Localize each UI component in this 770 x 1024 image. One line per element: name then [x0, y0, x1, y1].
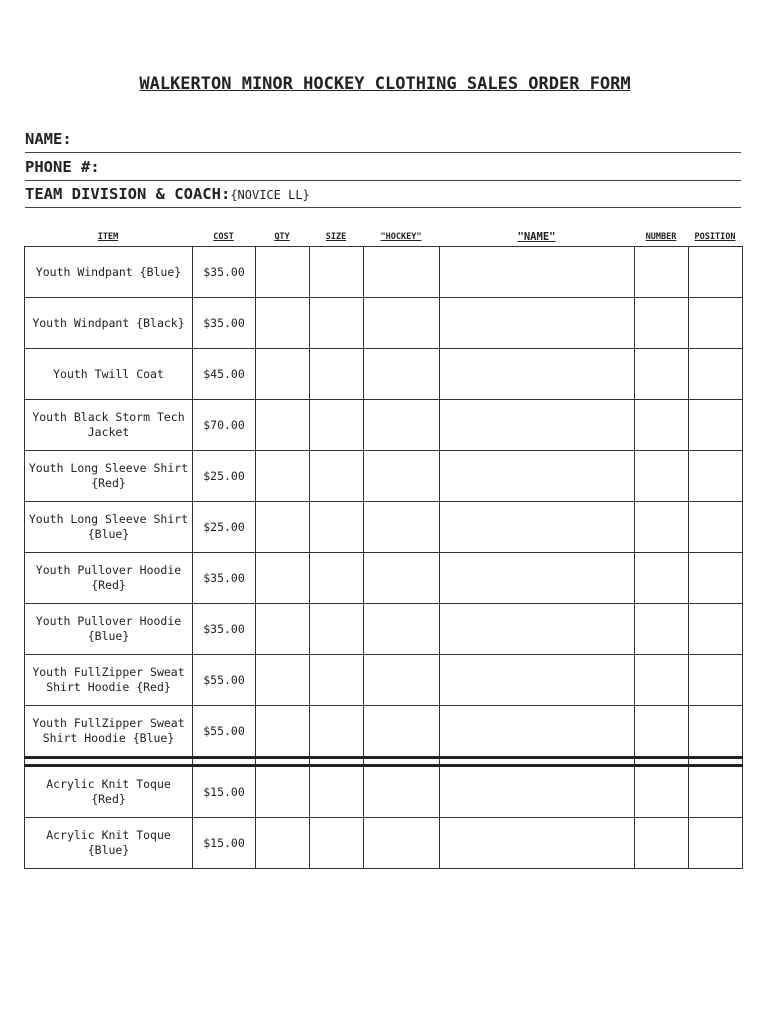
qty-input-cell[interactable]: [256, 502, 310, 553]
hockey-input-cell[interactable]: [364, 604, 440, 655]
qty-input-cell[interactable]: [256, 553, 310, 604]
item-cell: Youth Black Storm Tech Jacket: [25, 400, 193, 451]
cost-cell: $35.00: [193, 298, 256, 349]
name-input-cell[interactable]: [440, 655, 635, 706]
name-input-cell[interactable]: [440, 604, 635, 655]
name-input-cell[interactable]: [440, 818, 635, 869]
cost-cell: $35.00: [193, 553, 256, 604]
size-input-cell[interactable]: [310, 451, 364, 502]
position-input-cell[interactable]: [689, 247, 743, 298]
table-row: [25, 298, 743, 349]
number-input-cell[interactable]: [635, 553, 689, 604]
qty-input-cell[interactable]: [256, 655, 310, 706]
table-row: [25, 502, 743, 553]
cost-cell: $55.00: [193, 706, 256, 758]
position-input-cell[interactable]: [689, 502, 743, 553]
name-input-cell[interactable]: [440, 400, 635, 451]
hockey-input-cell[interactable]: [364, 706, 440, 758]
size-input-cell[interactable]: [310, 349, 364, 400]
name-input-cell[interactable]: [440, 247, 635, 298]
hockey-input-cell[interactable]: [364, 818, 440, 869]
table-row: [25, 247, 743, 298]
number-input-cell[interactable]: [635, 706, 689, 758]
divider-cell: [689, 758, 743, 766]
table-row: [25, 400, 743, 451]
size-input-cell[interactable]: [310, 553, 364, 604]
form-title: WALKERTON MINOR HOCKEY CLOTHING SALES ORDER FORM: [139, 74, 631, 94]
cost-cell: $25.00: [193, 502, 256, 553]
hockey-input-cell[interactable]: [364, 349, 440, 400]
size-input-cell[interactable]: [310, 604, 364, 655]
size-input-cell[interactable]: [310, 502, 364, 553]
size-input-cell[interactable]: [310, 766, 364, 818]
cost-cell: $25.00: [193, 451, 256, 502]
phone-label: PHONE #:: [25, 158, 100, 176]
number-input-cell[interactable]: [635, 604, 689, 655]
position-input-cell[interactable]: [689, 604, 743, 655]
size-input-cell[interactable]: [310, 247, 364, 298]
position-input-cell[interactable]: [689, 706, 743, 758]
name-field[interactable]: [25, 126, 741, 153]
size-input-cell[interactable]: [310, 400, 364, 451]
column-header-number: NUMBER: [645, 232, 677, 242]
qty-input-cell[interactable]: [256, 451, 310, 502]
hockey-input-cell[interactable]: [364, 247, 440, 298]
size-input-cell[interactable]: [310, 818, 364, 869]
order-table: [24, 246, 743, 869]
divider-cell: [635, 758, 689, 766]
table-row: [25, 818, 743, 869]
item-cell: Youth Pullover Hoodie {Red}: [25, 553, 193, 604]
column-header-name: "NAME": [517, 231, 556, 243]
name-input-cell[interactable]: [440, 349, 635, 400]
name-input-cell[interactable]: [440, 766, 635, 818]
position-input-cell[interactable]: [689, 766, 743, 818]
cost-cell: $70.00: [193, 400, 256, 451]
name-input-cell[interactable]: [440, 298, 635, 349]
cost-cell: $55.00: [193, 655, 256, 706]
column-header-position: POSITION: [694, 232, 736, 242]
number-input-cell[interactable]: [635, 247, 689, 298]
item-cell: Youth FullZipper Sweat Shirt Hoodie {Red}: [25, 655, 193, 706]
table-row: [25, 706, 743, 758]
hockey-input-cell[interactable]: [364, 451, 440, 502]
name-input-cell[interactable]: [440, 502, 635, 553]
divider-cell: [440, 758, 635, 766]
cost-cell: $35.00: [193, 247, 256, 298]
qty-input-cell[interactable]: [256, 818, 310, 869]
qty-input-cell[interactable]: [256, 766, 310, 818]
number-input-cell[interactable]: [635, 349, 689, 400]
column-header-hockey: "HOCKEY": [380, 232, 422, 242]
table-row: [25, 604, 743, 655]
qty-input-cell[interactable]: [256, 604, 310, 655]
position-input-cell[interactable]: [689, 400, 743, 451]
item-cell: Acrylic Knit Toque {Red}: [25, 766, 193, 818]
size-input-cell[interactable]: [310, 655, 364, 706]
item-cell: Youth Pullover Hoodie {Blue}: [25, 604, 193, 655]
team-division-coach-label: TEAM DIVISION & COACH:: [25, 185, 231, 203]
divider-cell: [193, 758, 256, 766]
item-cell: Youth Long Sleeve Shirt {Blue}: [25, 502, 193, 553]
size-input-cell[interactable]: [310, 706, 364, 758]
team-division-coach-field[interactable]: [25, 181, 741, 208]
qty-input-cell[interactable]: [256, 247, 310, 298]
position-input-cell[interactable]: [689, 818, 743, 869]
divider-cell: [25, 758, 193, 766]
hockey-input-cell[interactable]: [364, 298, 440, 349]
column-header-cost: COST: [213, 232, 234, 242]
hockey-input-cell[interactable]: [364, 655, 440, 706]
number-input-cell[interactable]: [635, 818, 689, 869]
name-label: NAME:: [25, 130, 72, 148]
column-header-qty: QTY: [274, 232, 290, 242]
position-input-cell[interactable]: [689, 655, 743, 706]
item-cell: Acrylic Knit Toque {Blue}: [25, 818, 193, 869]
qty-input-cell[interactable]: [256, 298, 310, 349]
phone-field[interactable]: [25, 154, 741, 181]
cost-cell: $35.00: [193, 604, 256, 655]
section-divider: [25, 758, 743, 766]
number-input-cell[interactable]: [635, 400, 689, 451]
table-row: [25, 451, 743, 502]
item-cell: Youth Windpant {Black}: [25, 298, 193, 349]
hockey-input-cell[interactable]: [364, 400, 440, 451]
qty-input-cell[interactable]: [256, 706, 310, 758]
hockey-input-cell[interactable]: [364, 502, 440, 553]
hockey-input-cell[interactable]: [364, 766, 440, 818]
position-input-cell[interactable]: [689, 349, 743, 400]
position-input-cell[interactable]: [689, 553, 743, 604]
table-row: [25, 766, 743, 818]
number-input-cell[interactable]: [635, 766, 689, 818]
table-row: [25, 349, 743, 400]
number-input-cell[interactable]: [635, 655, 689, 706]
divider-cell: [310, 758, 364, 766]
hockey-input-cell[interactable]: [364, 553, 440, 604]
table-row: [25, 553, 743, 604]
number-input-cell[interactable]: [635, 502, 689, 553]
size-input-cell[interactable]: [310, 298, 364, 349]
table-row: [25, 655, 743, 706]
position-input-cell[interactable]: [689, 298, 743, 349]
column-header-size: SIZE: [325, 232, 347, 242]
item-cell: Youth FullZipper Sweat Shirt Hoodie {Blue}: [25, 706, 193, 758]
cost-cell: $15.00: [193, 818, 256, 869]
name-input-cell[interactable]: [440, 706, 635, 758]
divider-cell: [256, 758, 310, 766]
divider-cell: [364, 758, 440, 766]
cost-cell: $15.00: [193, 766, 256, 818]
item-cell: Youth Windpant {Blue}: [25, 247, 193, 298]
name-input-cell[interactable]: [440, 451, 635, 502]
number-input-cell[interactable]: [635, 298, 689, 349]
team-division-coach-value: {NOVICE LL}: [230, 188, 310, 202]
qty-input-cell[interactable]: [256, 400, 310, 451]
column-header-item: ITEM: [97, 232, 119, 242]
name-input-cell[interactable]: [440, 553, 635, 604]
position-input-cell[interactable]: [689, 451, 743, 502]
cost-cell: $45.00: [193, 349, 256, 400]
number-input-cell[interactable]: [635, 451, 689, 502]
item-cell: Youth Twill Coat: [25, 349, 193, 400]
qty-input-cell[interactable]: [256, 349, 310, 400]
item-cell: Youth Long Sleeve Shirt {Red}: [25, 451, 193, 502]
